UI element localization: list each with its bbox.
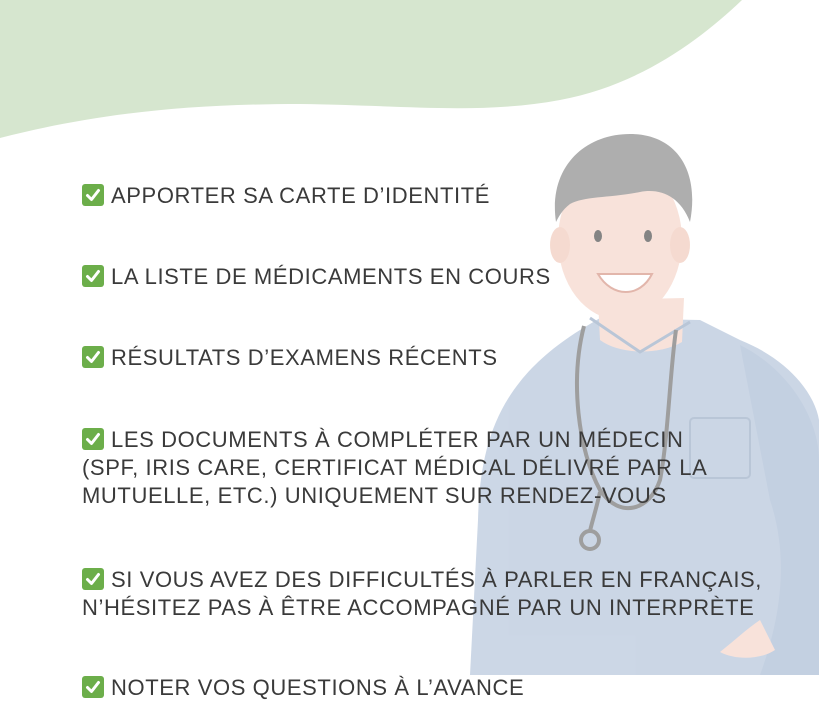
check-mark-icon [82, 568, 104, 590]
checklist-item-identity-card [82, 154, 791, 210]
checklist-item-text: APPORTER SA CARTE D’IDENTITÉ [111, 183, 491, 208]
checklist-item-text: NOTER VOS QUESTIONS À L’AVANCE [111, 675, 525, 700]
check-mark-icon [82, 184, 104, 206]
checklist-item-documents-to-complete [82, 398, 791, 510]
checklist-item-text: RÉSULTATS D’EXAMENS RÉCENTS [111, 345, 498, 370]
checklist-item-exam-results [82, 316, 791, 372]
checklist-item-questions [82, 646, 791, 702]
checklist-item-interpreter [82, 538, 791, 622]
checklist-item-medication-list [82, 235, 791, 291]
checklist-item-text: LA LISTE DE MÉDICAMENTS EN COURS [111, 264, 551, 289]
check-mark-icon [82, 676, 104, 698]
checklist-item-text: LES DOCUMENTS À COMPLÉTER PAR UN MÉDECIN (SPF, IRIS CARE, CERTIFICAT MÉDICAL DÉLIVRÉ PAR LA MUTUELLE, ETC.) UNIQUEMENT SUR RENDEZ-VOUS [82, 427, 708, 508]
check-mark-icon [82, 428, 104, 450]
checklist-item-text: SI VOUS AVEZ DES DIFFICULTÉS À PARLER EN FRANÇAIS, N’HÉSITEZ PAS À ÊTRE ACCOMPAGNÉ PAR UN INTERPRÈTE [82, 567, 763, 620]
check-mark-icon [82, 346, 104, 368]
check-mark-icon [82, 265, 104, 287]
